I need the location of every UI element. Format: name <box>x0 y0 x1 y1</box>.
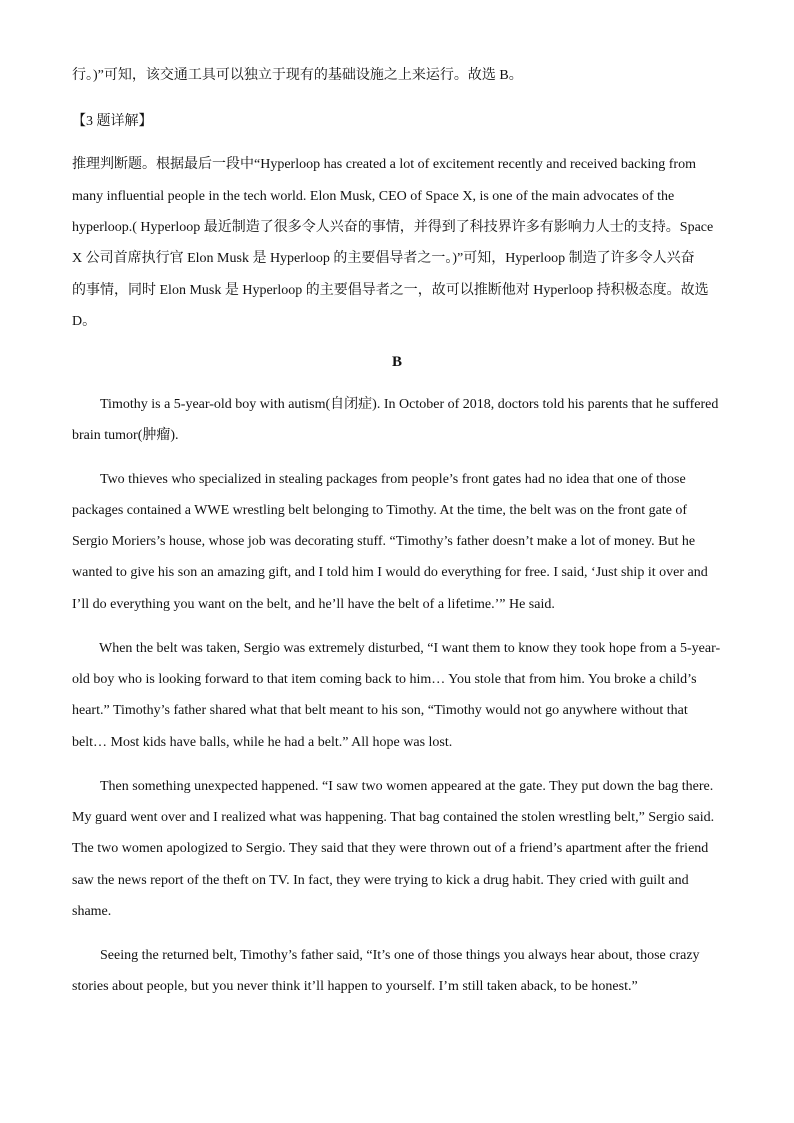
q3-line-3: hyperloop.( Hyperloop 最近制造了很多令人兴奋的事情，并得到了科技界许多有影响力人士的支持。Space <box>72 220 714 235</box>
passage-p4-line-3: The two women apologized to Sergio. They said that they were thrown out of a friend’s apartment after the friend <box>72 841 709 856</box>
passage-p3-line-1: When the belt was taken, Sergio was extremely disturbed, “I want them to know they took hope from a 5-year- <box>99 641 721 656</box>
passage-p4-line-4: saw the news report of the theft on TV. In fact, they were trying to kick a drug habit. They cried with guilt and <box>72 873 689 888</box>
passage-p3-line-4: belt… Most kids have balls, while he had a belt.” All hope was lost. <box>72 735 453 750</box>
passage-p1-line-1: Timothy is a 5-year-old boy with autism(自闭症). In October of 2018, doctors told his parents that he suffered <box>100 397 719 412</box>
q3-heading: 【3 题详解】 <box>72 114 153 129</box>
passage-p4-line-2: My guard went over and I realized what was happening. That bag contained the stolen wrestling belt,” Sergio said. <box>72 810 715 825</box>
passage-p2-line-1: Two thieves who specialized in stealing packages from people’s front gates had no idea that one of those <box>100 472 686 487</box>
q3-line-5: 的事情，同时 Elon Musk 是 Hyperloop 的主要倡导者之一，故可以推断他对 Hyperloop 持积极态度。故选 <box>72 283 709 298</box>
passage-p2-line-4: wanted to give his son an amazing gift, and I told him I would do everything for free. I said, ‘Just ship it over and <box>72 565 708 580</box>
section-title: B <box>391 354 402 370</box>
passage-p4-line-5: shame. <box>72 904 112 919</box>
passage-p2-line-5: I’ll do everything you want on the belt, and he’ll have the belt of a lifetime.’” He said. <box>72 597 555 612</box>
passage-p2-line-3: Sergio Moriers’s house, whose job was decorating stuff. “Timothy’s father doesn’t make a lot of money. But he <box>72 534 696 549</box>
passage-p5-line-1: Seeing the returned belt, Timothy’s father said, “It’s one of those things you always hear about, those crazy <box>100 948 700 963</box>
answer2-conclusion: 行。)”可知，该交通工具可以独立于现有的基础设施之上来运行。故选 B。 <box>72 68 523 83</box>
passage-p1-line-2: brain tumor(肿瘤). <box>72 428 179 443</box>
q3-line-2: many influential people in the tech world. Elon Musk, CEO of Space X, is one of the main advocates of the <box>72 189 675 204</box>
passage-p5-line-2: stories about people, but you never think it’ll happen to yourself. I’m still taken aback, to be honest.” <box>72 979 638 994</box>
q3-line-4: X 公司首席执行官 Elon Musk 是 Hyperloop 的主要倡导者之一。)”可知，Hyperloop 制造了许多令人兴奋 <box>72 251 695 266</box>
q3-line-1: 推理判断题。根据最后一段中“Hyperloop has created a lot of excitement recently and received backing from <box>72 157 696 172</box>
passage-p3-line-3: heart.” Timothy’s father shared what that belt meant to his son, “Timothy would not go anywhere without that <box>72 703 688 718</box>
passage-p2-line-2: packages contained a WWE wrestling belt belonging to Timothy. At the time, the belt was on the front gate of <box>72 503 688 518</box>
passage-p4-line-1: Then something unexpected happened. “I saw two women appeared at the gate. They put down the bag there. <box>100 779 714 794</box>
q3-line-6: D。 <box>72 314 97 329</box>
passage-p3-line-2: old boy who is looking forward to that item coming back to him… You stole that from him. You broke a child’s <box>72 672 697 687</box>
